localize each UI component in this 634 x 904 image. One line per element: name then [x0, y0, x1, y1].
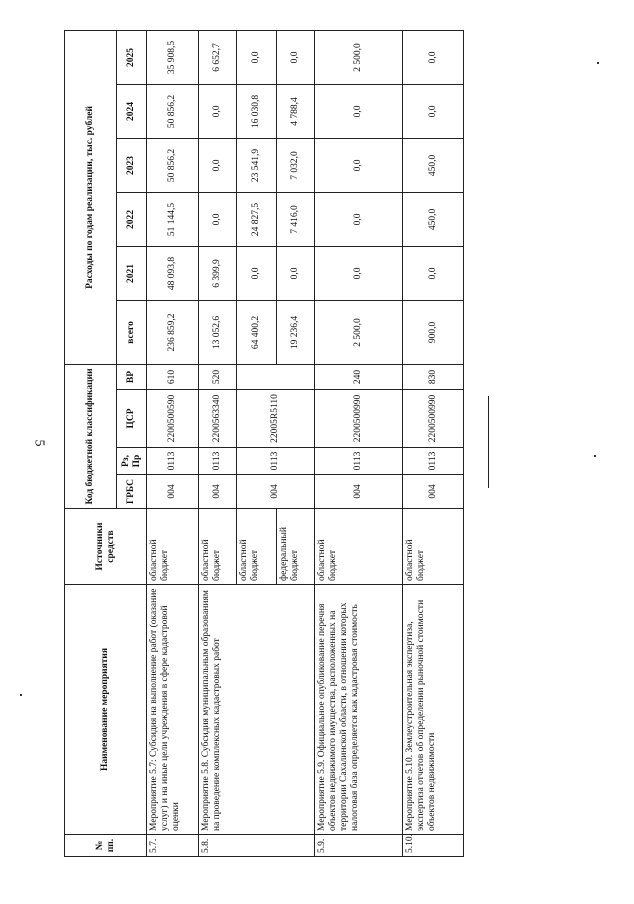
header-source: Источники средств — [65, 509, 147, 585]
header-total: всего — [117, 300, 147, 364]
cell-total: 13 052,6 — [199, 300, 237, 364]
header-rzpr: Рз, Пр — [117, 448, 147, 475]
cell-csr: 2200500590 — [147, 390, 199, 448]
cell-2025: 6 652,7 — [199, 30, 237, 84]
header-2021: 2021 — [117, 246, 147, 300]
cell-vr: 520 — [199, 364, 237, 389]
cell-2021: 6 399,9 — [199, 246, 237, 300]
row-num: 5.7. — [147, 835, 199, 857]
row-num: 5.10. — [403, 835, 464, 857]
row-source: областной бюджет — [237, 509, 277, 585]
speck — [594, 455, 596, 457]
cell-total: 236 859,2 — [147, 300, 199, 364]
cell-total: 19 236,4 — [277, 300, 315, 364]
cell-2025: 2 500,0 — [315, 30, 403, 84]
header-row-1 — [65, 30, 117, 856]
row-name: Мероприятие 5.9. Официальное опубликование перечня объектов недвижимого имущества, расположенных на территории Сахалинской области, в отношении которых налоговая база определяется как кадастровая стоимость — [315, 585, 403, 835]
cell-vr: 830 — [403, 364, 464, 389]
cell-2025: 0,0 — [237, 30, 277, 84]
cell-2024: 0,0 — [199, 84, 237, 138]
header-vr: ВР — [117, 364, 147, 389]
table-row — [315, 30, 403, 856]
cell-2021: 0,0 — [403, 246, 464, 300]
header-2023: 2023 — [117, 138, 147, 192]
cell-csr: 2200500990 — [403, 390, 464, 448]
cell-2023: 0,0 — [315, 138, 403, 192]
header-csr: ЦСР — [117, 390, 147, 448]
table-row — [403, 30, 464, 856]
cell-2022: 0,0 — [315, 192, 403, 246]
cell-2024: 16 030,8 — [237, 84, 277, 138]
cell-2021: 0,0 — [237, 246, 277, 300]
header-expenses-group: Расходы по годам реализации, тыс. рублей — [65, 30, 117, 364]
cell-2021: 48 093,8 — [147, 246, 199, 300]
header-num: № пп. — [65, 835, 147, 857]
cell-grbs: 004 — [199, 475, 237, 509]
row-name: Мероприятие 5.8. Субсидия муниципальным образованиям на проведение комплексных кадастровых работ — [199, 585, 315, 835]
cell-csr: 2200563340 — [199, 390, 237, 448]
cell-total: 64 400,2 — [237, 300, 277, 364]
cell-2023: 0,0 — [199, 138, 237, 192]
cell-2022: 7 416,0 — [277, 192, 315, 246]
cell-2024: 0,0 — [403, 84, 464, 138]
cell-vr — [237, 364, 315, 389]
row-source: федеральный бюджет — [277, 509, 315, 585]
cell-total: 900,0 — [403, 300, 464, 364]
header-code-group: Код бюджетной классификации — [65, 364, 117, 508]
row-name: Мероприятие 5.7: Субсидия на выполнение работ (оказание услуг) и на иные цели учреждения в сфере кадастровой оценки — [147, 585, 199, 835]
row-num: 5.8. — [199, 835, 315, 857]
cell-2021: 0,0 — [277, 246, 315, 300]
cell-2023: 7 032,0 — [277, 138, 315, 192]
cell-csr: 2200500990 — [315, 390, 403, 448]
cell-2023: 450,0 — [403, 138, 464, 192]
table-row — [199, 30, 237, 856]
header-grbs: ГРБС — [117, 475, 147, 509]
budget-table — [64, 30, 464, 857]
header-2022: 2022 — [117, 192, 147, 246]
cell-2022: 0,0 — [199, 192, 237, 246]
cell-rzpr: 0113 — [147, 448, 199, 475]
cell-grbs: 004 — [403, 475, 464, 509]
speck — [20, 694, 22, 696]
cell-vr: 240 — [315, 364, 403, 389]
cell-2025: 0,0 — [403, 30, 464, 84]
row-source: областной бюджет — [147, 509, 199, 585]
cell-total: 2 500,0 — [315, 300, 403, 364]
row-source: областной бюджет — [199, 509, 237, 585]
row-source: областной бюджет — [315, 509, 403, 585]
cell-2022: 24 827,5 — [237, 192, 277, 246]
table-row — [147, 30, 199, 856]
row-name: Мероприятие 5.10. Землеустроительная экспертиза, экспертиза отчетов об определении рыночной стоимости объектов недвижимости — [403, 585, 464, 835]
cell-2025: 0,0 — [277, 30, 315, 84]
header-name: Наименование мероприятия — [65, 585, 147, 835]
cell-2022: 51 144,5 — [147, 192, 199, 246]
cell-grbs: 004 — [147, 475, 199, 509]
cell-2025: 35 908,5 — [147, 30, 199, 84]
row-num: 5.9. — [315, 835, 403, 857]
header-2025: 2025 — [117, 30, 147, 84]
cell-rzpr: 0113 — [237, 448, 315, 475]
cell-2024: 50 856,2 — [147, 84, 199, 138]
cell-rzpr: 0113 — [199, 448, 237, 475]
cell-2024: 0,0 — [315, 84, 403, 138]
cell-2024: 4 788,4 — [277, 84, 315, 138]
header-2024: 2024 — [117, 84, 147, 138]
cell-rzpr: 0113 — [403, 448, 464, 475]
cell-2023: 23 541,9 — [237, 138, 277, 192]
cell-2021: 0,0 — [315, 246, 403, 300]
divider-line — [488, 396, 489, 488]
cell-2023: 50 856,2 — [147, 138, 199, 192]
row-source: областной бюджет — [403, 509, 464, 585]
cell-vr: 610 — [147, 364, 199, 389]
cell-2022: 450,0 — [403, 192, 464, 246]
cell-grbs: 004 — [315, 475, 403, 509]
cell-csr: 22005R5110 — [237, 390, 315, 448]
page-number: 5 — [31, 439, 47, 447]
cell-rzpr: 0113 — [315, 448, 403, 475]
cell-grbs: 004 — [237, 475, 315, 509]
rotated-table-container — [64, 31, 463, 857]
speck — [597, 62, 599, 64]
